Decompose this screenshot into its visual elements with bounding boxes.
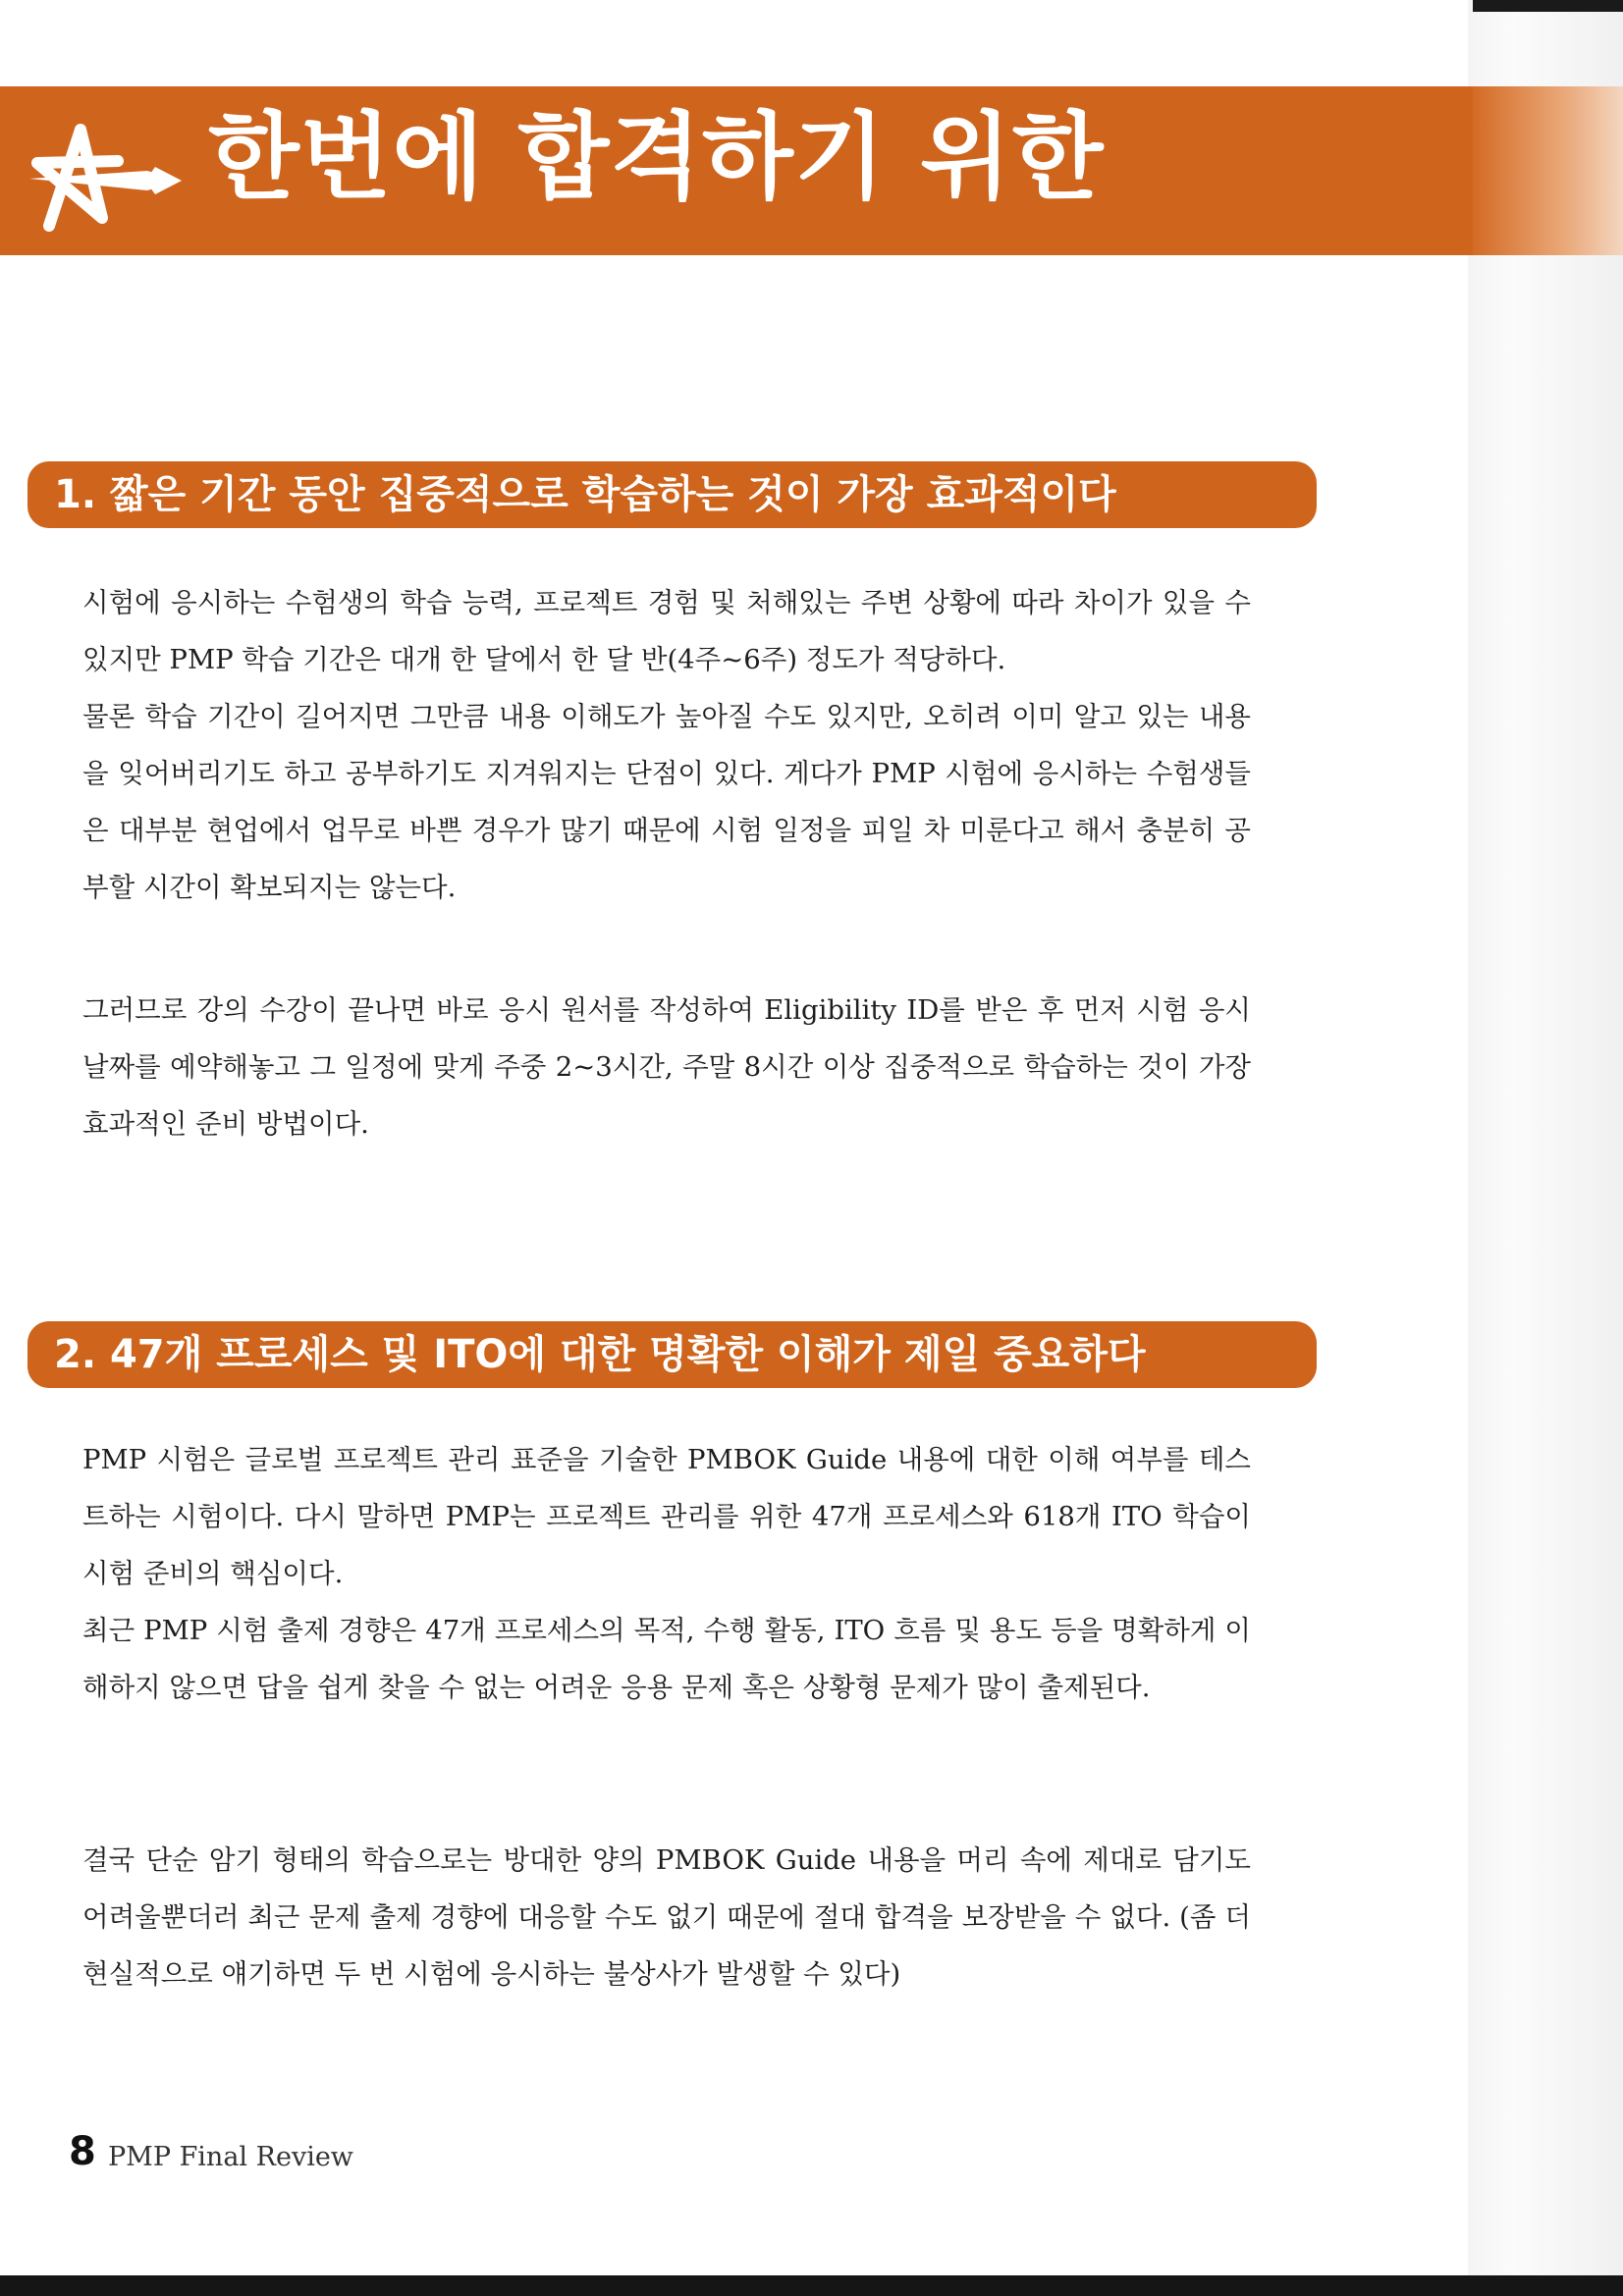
section-2-paragraph-1: PMP 시험은 글로벌 프로젝트 관리 표준을 기술한 PMBOK Guide 내용에 대한 이해 여부를 테스트하는 시험이다. 다시 말하면 PMP는 프로젝트 관리를 위한 47개 프로세스와 618개 ITO 학습이 시험 준비의 핵심이다. (82, 1444, 1251, 1589)
page-right-edge (1468, 0, 1623, 2296)
section-1-paragraph-2: 물론 학습 기간이 길어지면 그만큼 내용 이해도가 높아질 수도 있지만, 오히려 이미 알고 있는 내용을 잊어버리기도 하고 공부하기도 지겨워지는 단점이 있다. 게다가 PMP 시험에 응시하는 수험생들은 대부분 현업에서 업무로 바쁜 경우가 많기 때문에 시험 일정을 피일 차 미룬다고 해서 충분히 공부할 시간이 확보되지는 않는다. (82, 701, 1251, 903)
section-2-title: 2. 47개 프로세스 및 ITO에 대한 명확한 이해가 제일 중요하다 (54, 1332, 1146, 1377)
book-title: PMP Final Review (108, 2142, 353, 2172)
section-2-paragraph-2: 최근 PMP 시험 출제 경향은 47개 프로세스의 목적, 수행 활동, ITO 흐름 및 용도 등을 명확하게 이해하지 않으면 답을 쉽게 찾을 수 없는 어려운 응용 문제 혹은 상황형 문제가 많이 출제된다. (82, 1615, 1251, 1703)
header-banner-fade (1473, 86, 1623, 255)
star-arrow-icon (29, 120, 182, 238)
section-1-title: 1. 짧은 기간 동안 집중적으로 학습하는 것이 가장 효과적이다 (54, 472, 1116, 517)
section-1-paragraph-1: 시험에 응시하는 수험생의 학습 능력, 프로젝트 경험 및 처해있는 주변 상황에 따라 차이가 있을 수 있지만 PMP 학습 기간은 대개 한 달에서 한 달 반(4주~6주) 정도가 적당하다. (82, 587, 1251, 675)
page-number: 8 (69, 2129, 96, 2174)
page-bottom-edge (0, 2275, 1623, 2296)
page-title: 한번에 합격하기 위한 (208, 102, 1105, 212)
section-1-paragraph-3: 그러므로 강의 수강이 끝나면 바로 응시 원서를 작성하여 Eligibility ID를 받은 후 먼저 시험 응시 날짜를 예약해놓고 그 일정에 맞게 주중 2~3시간, 주말 8시간 이상 집중적으로 학습하는 것이 가장 효과적인 준비 방법이다. (82, 994, 1251, 1140)
section-2-paragraph-3: 결국 단순 암기 형태의 학습으로는 방대한 양의 PMBOK Guide 내용을 머리 속에 제대로 담기도 어려울뿐더러 최근 문제 출제 경향에 대응할 수도 없기 때문에 절대 합격을 보장받을 수 없다. (좀 더 현실적으로 얘기하면 두 번 시험에 응시하는 불상사가 발생할 수 있다) (82, 1844, 1251, 1990)
page-top-shadow (1473, 0, 1623, 12)
